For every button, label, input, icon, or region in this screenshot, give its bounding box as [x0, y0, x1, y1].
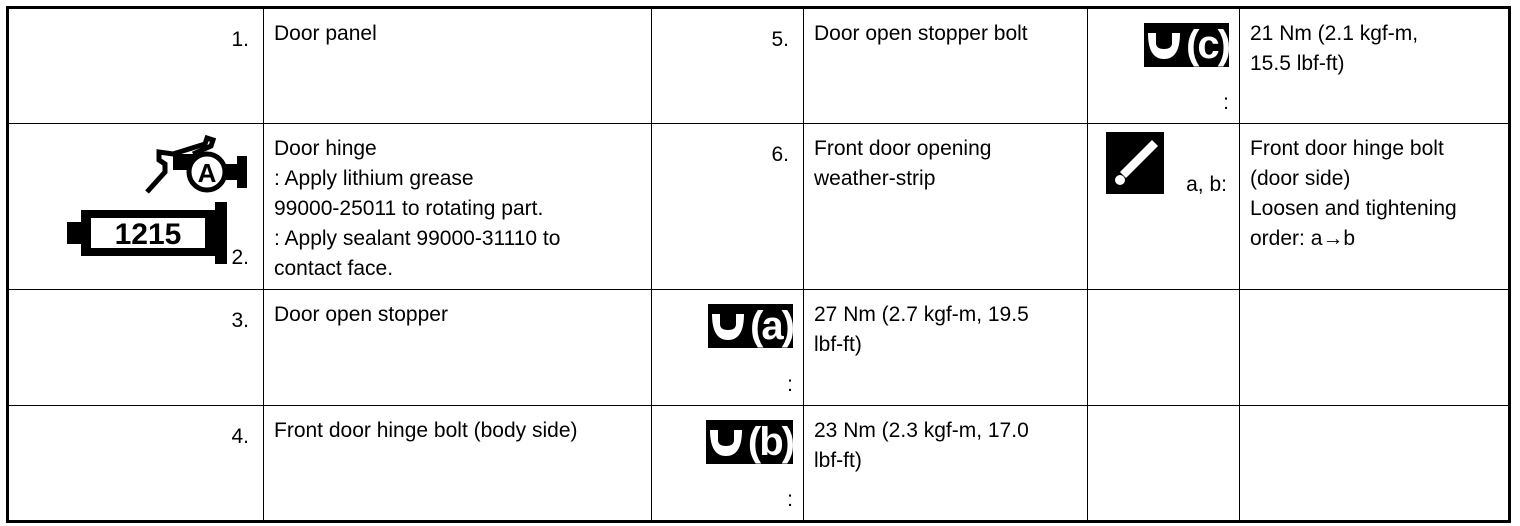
item-number: 4.	[8, 406, 264, 522]
torque-value: 27 Nm (2.7 kgf-m, 19.5 lbf-ft)	[804, 290, 1088, 406]
order-note: Front door hinge bolt (door side) Loosen and tightening order: a→b	[1240, 124, 1510, 290]
icon-suffix: :	[1223, 91, 1229, 114]
item-number: 5.	[652, 8, 804, 124]
item-description: Door open stopper bolt	[804, 8, 1088, 124]
item-number: 1.	[8, 8, 264, 124]
item-description: Door open stopper	[264, 290, 652, 406]
torque-wrench-icon: (b)	[706, 420, 793, 464]
torque-value: 21 Nm (2.1 kgf-m, 15.5 lbf-ft)	[1240, 8, 1510, 124]
item-number: 2.	[231, 246, 249, 269]
table-row	[8, 406, 1510, 522]
icon-suffix: :	[787, 373, 793, 396]
order-mark-icon-cell	[1088, 124, 1240, 290]
order-mark-icon	[1106, 132, 1164, 194]
table-row	[8, 290, 1510, 406]
item-description: Door hinge : Apply lithium grease 99000-25011 to rotating part. : Apply sealant 99000-31110 to contact face.	[264, 124, 652, 290]
torque-value: 23 Nm (2.3 kgf-m, 17.0 lbf-ft)	[804, 406, 1088, 522]
item-number: 6.	[652, 124, 804, 290]
grease-sealant-icon-cell	[8, 124, 264, 290]
item-description: Door panel	[264, 8, 652, 124]
empty-cell	[1088, 290, 1240, 406]
icon-suffix: :	[787, 488, 793, 511]
svg-text:A: A	[197, 158, 217, 188]
svg-text:1215: 1215	[114, 218, 182, 251]
torque-spec-icon-cell	[652, 406, 804, 522]
item-description: Front door hinge bolt (body side)	[264, 406, 652, 522]
table-row	[8, 8, 1510, 124]
torque-wrench-icon: (c)	[1144, 23, 1229, 67]
grease-gun-icon	[143, 132, 253, 196]
icon-suffix: a, b:	[1186, 173, 1227, 196]
parts-legend-table	[6, 6, 1511, 523]
empty-cell	[1240, 290, 1510, 406]
empty-cell	[1240, 406, 1510, 522]
table-row	[8, 124, 1510, 290]
empty-cell	[1088, 406, 1240, 522]
item-description: Front door opening weather-strip	[804, 124, 1088, 290]
torque-spec-icon-cell	[1088, 8, 1240, 124]
torque-spec-icon-cell	[652, 290, 804, 406]
sealant-tube-icon	[67, 200, 229, 266]
item-number: 3.	[8, 290, 264, 406]
torque-wrench-icon: (a)	[708, 304, 793, 348]
